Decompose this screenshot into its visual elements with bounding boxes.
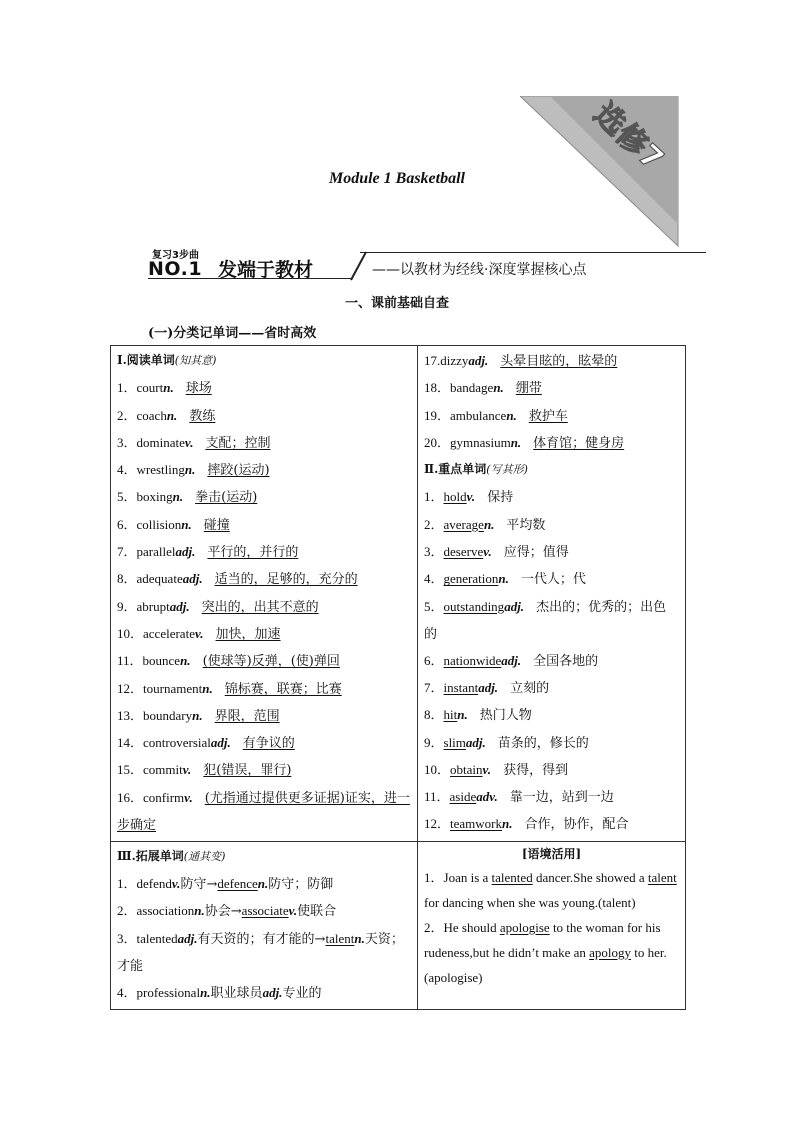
item-meaning: (使球等)反弹，(使)弹回 <box>202 654 340 670</box>
reading-header: Ⅰ.阅读单词(知其意) <box>117 353 217 367</box>
item-pos: adj. <box>175 544 196 560</box>
item-number: 2． <box>117 903 137 919</box>
context-cell <box>418 841 686 1009</box>
item-number: 17. <box>424 353 441 368</box>
reading-words-cell <box>111 346 418 842</box>
item-word: teamwork <box>450 816 502 832</box>
list-item <box>424 647 679 674</box>
item-meaning: 全国各地的 <box>533 653 599 669</box>
item-number: 7． <box>424 679 444 695</box>
item-pos: adv. <box>476 789 498 805</box>
item-number: 5． <box>117 489 137 505</box>
item-meaning: 职业球员 <box>210 985 263 1001</box>
list-item <box>117 511 411 538</box>
item-number: 2． <box>117 407 137 423</box>
item-word: tournament <box>143 680 203 696</box>
item-meaning: 犯(错误，罪行) <box>203 763 292 779</box>
item-number: 3． <box>117 930 137 946</box>
item-meaning: (尤指通过提供更多证据)证实，进一步确定 <box>117 790 410 833</box>
item-number: 16． <box>117 789 144 805</box>
list-item <box>424 538 679 565</box>
item-pos: adj. <box>478 679 499 695</box>
item-number: 19． <box>424 407 451 423</box>
item-word: bounce <box>142 653 181 669</box>
item-pos: v. <box>182 762 192 778</box>
item-pos: v. <box>466 489 476 505</box>
derived-pos: v. <box>288 903 298 919</box>
list-item <box>117 538 411 565</box>
item-number: 12． <box>117 680 144 696</box>
list-item <box>117 647 411 674</box>
item-number: 6． <box>424 652 444 668</box>
derived-meaning: 使联合 <box>297 904 337 920</box>
item-word: wrestling <box>136 462 185 478</box>
item-word: boxing <box>136 489 173 505</box>
derived-word: associate <box>241 903 289 919</box>
item-meaning: 有争议的 <box>242 736 295 752</box>
list-item <box>117 897 411 924</box>
item-number: 9． <box>117 598 137 614</box>
item-number: 10． <box>117 625 144 641</box>
item-number: 11． <box>424 789 450 805</box>
slash-divider <box>348 251 370 281</box>
item-number: 1． <box>117 380 137 396</box>
item-meaning: 杰出的；优秀的；出色的 <box>424 599 667 642</box>
item-word: average <box>443 516 484 532</box>
item-number: 7． <box>117 544 137 560</box>
item-word: dominate <box>136 434 185 450</box>
list-item <box>424 756 679 783</box>
item-meaning: 锦标赛，联赛；比赛 <box>224 681 342 697</box>
item-meaning: 热门人物 <box>479 708 532 724</box>
module-title: Module 1 Basketball <box>328 170 465 187</box>
item-pos: n. <box>200 984 211 1000</box>
item-pos: v. <box>482 761 492 777</box>
vocab-table <box>110 345 686 1010</box>
item-word: parallel <box>136 544 176 560</box>
item-pos: n. <box>180 653 191 669</box>
item-meaning: 头晕目眩的，眩晕的 <box>500 354 618 369</box>
item-word: defend <box>136 876 172 892</box>
list-item <box>424 701 679 728</box>
item-number: 4． <box>424 571 444 587</box>
item-word: obtain <box>450 761 483 777</box>
item-meaning: 协会→ <box>204 904 242 920</box>
list-item <box>117 565 411 592</box>
derived-pos: n. <box>354 930 365 946</box>
derived-meaning: 防守；防御 <box>268 877 334 893</box>
list-item <box>117 620 411 647</box>
item-word: hit <box>443 707 458 723</box>
item-pos: n. <box>192 707 203 723</box>
item-pos: adj. <box>169 598 190 614</box>
item-meaning: 加快，加速 <box>215 626 281 642</box>
item-word: confirm <box>143 789 185 805</box>
list-item <box>424 729 679 756</box>
item-word: professional <box>136 984 201 1000</box>
expand-header: Ⅲ.拓展单词(通其变) <box>117 848 226 863</box>
item-word: association <box>136 903 195 919</box>
item-word: coach <box>136 407 167 423</box>
item-word: nationwide <box>443 652 502 668</box>
item-meaning: 支配；控制 <box>205 435 271 451</box>
item-pos: v. <box>184 434 194 450</box>
item-pos: n. <box>493 380 504 396</box>
item-meaning: 苗条的，修长的 <box>497 735 589 751</box>
item-number: 8． <box>424 707 444 723</box>
item-number: 11． <box>117 653 143 669</box>
context-example-1: 1．Joan is a talented dancer.She showed a talent for dancing when she was young.(talent) <box>424 869 677 910</box>
item-pos: adj. <box>465 734 486 750</box>
item-pos: adj. <box>501 652 522 668</box>
item-meaning: 防守→ <box>180 877 218 893</box>
item-pos: n. <box>502 816 513 832</box>
list-item <box>117 593 411 620</box>
banner-number: NO.1 <box>148 258 203 280</box>
item-number: 2． <box>424 516 444 532</box>
list-item <box>424 783 679 810</box>
item-number: 6． <box>117 516 137 532</box>
context-example-2: 2．He should apologise to the woman for his rudeness,but he didn’t make an apology to her.(apologise) <box>424 919 667 985</box>
derived-meaning: 天资；才能 <box>117 931 404 974</box>
item-meaning: 立刻的 <box>510 680 550 696</box>
item-word: controversial <box>143 735 211 751</box>
item-number: 4． <box>117 462 137 478</box>
item-number: 4． <box>117 984 137 1000</box>
derived-pos: n. <box>257 876 269 892</box>
item-meaning: 突出的，出其不意的 <box>201 599 319 615</box>
reading-and-key-cell <box>418 346 686 842</box>
item-number: 15． <box>117 762 144 778</box>
list-item <box>424 674 679 701</box>
item-word: collision <box>136 516 182 532</box>
item-number: 20． <box>424 434 451 450</box>
item-meaning: 靠一边，站到一边 <box>509 790 614 806</box>
list-item <box>117 374 411 401</box>
item-word: slim <box>443 734 466 750</box>
item-meaning: 体育馆；健身房 <box>533 435 625 451</box>
item-word: dizzy <box>440 353 469 368</box>
banner-source: 发端于教材 <box>218 259 314 281</box>
key-header: Ⅱ.重点单词(写其形) <box>424 462 528 477</box>
sub-heading: (一)分类记单词——省时高效 <box>148 326 317 341</box>
item-pos: adj. <box>468 353 489 368</box>
item-pos: adj. <box>504 598 525 614</box>
item-meaning: 合作，协作，配合 <box>524 817 629 833</box>
list-item <box>424 810 679 837</box>
derived-word: defence <box>217 876 258 892</box>
item-pos: n. <box>483 516 495 532</box>
list-item <box>117 402 411 429</box>
list-item <box>117 756 411 783</box>
item-pos: n. <box>457 707 468 723</box>
list-item <box>424 374 679 401</box>
item-number: 1． <box>424 489 444 505</box>
section-heading: 一、课前基础自查 <box>344 296 449 311</box>
item-meaning: 有天资的；有才能的→ <box>197 931 326 947</box>
context-title: [语境活用] <box>521 846 582 861</box>
item-pos: adj. <box>182 571 203 587</box>
item-pos: v. <box>184 789 193 805</box>
list-item <box>424 593 679 647</box>
item-number: 14． <box>117 735 144 751</box>
item-word: bandage <box>450 380 494 396</box>
banner-steps: 复习3步曲 <box>152 250 199 261</box>
list-item <box>424 511 679 538</box>
list-item <box>424 565 679 592</box>
item-pos: n. <box>194 903 205 919</box>
banner-underline <box>148 278 353 279</box>
list-item <box>117 483 411 510</box>
item-number: 3． <box>117 434 137 450</box>
item-meaning: 平行的，并行的 <box>207 545 299 561</box>
list-item <box>117 702 411 729</box>
item-meaning: 保持 <box>487 490 514 506</box>
item-number: 10． <box>424 761 451 777</box>
item-word: boundary <box>143 707 193 723</box>
list-item <box>424 402 679 429</box>
corner-tag: 选修7 <box>586 96 670 178</box>
expand-words-cell <box>111 841 418 1009</box>
list-item <box>117 784 411 838</box>
item-meaning: 绷带 <box>515 381 542 397</box>
item-word: gymnasium <box>450 434 511 450</box>
item-pos: adj. <box>210 735 231 751</box>
list-item <box>117 870 411 897</box>
item-word: adequate <box>136 571 183 587</box>
item-pos: v. <box>171 876 181 892</box>
item-meaning: 获得，得到 <box>503 762 569 778</box>
item-pos: n. <box>498 571 509 587</box>
item-word: court <box>136 380 164 396</box>
item-pos: n. <box>184 462 196 478</box>
item-meaning: 平均数 <box>506 517 546 533</box>
item-pos: n. <box>166 407 178 423</box>
item-meaning: 拳击(运动) <box>195 490 258 506</box>
item-pos: v. <box>194 625 204 641</box>
list-item <box>424 483 679 510</box>
item-meaning: 一代人；代 <box>520 572 586 588</box>
item-pos: n. <box>163 380 174 396</box>
item-word: hold <box>443 489 467 505</box>
item-word: outstanding <box>443 598 505 614</box>
list-item <box>117 456 411 483</box>
item-meaning: 摔跤(运动) <box>207 463 270 479</box>
item-number: 8． <box>117 571 137 587</box>
item-meaning: 教练 <box>189 408 216 424</box>
item-word: generation <box>443 571 499 587</box>
derived-meaning: 专业的 <box>282 985 322 1001</box>
list-item <box>424 347 679 374</box>
list-item <box>117 729 411 756</box>
item-number: 12． <box>424 816 451 832</box>
item-word: talented <box>136 930 178 946</box>
item-number: 5． <box>424 598 444 614</box>
banner-rule <box>360 252 706 253</box>
item-pos: adj. <box>177 930 198 946</box>
list-item <box>424 429 679 456</box>
list-item <box>117 675 411 702</box>
item-pos: n. <box>172 489 184 505</box>
item-word: aside <box>449 789 477 805</box>
item-meaning: 适当的，足够的，充分的 <box>214 572 358 588</box>
item-meaning: 应得；值得 <box>503 545 569 561</box>
item-word: abrupt <box>136 598 170 614</box>
section-banner <box>148 246 708 280</box>
item-pos: n. <box>181 516 192 532</box>
item-pos: n. <box>202 680 213 696</box>
item-meaning: 碰撞 <box>203 517 230 533</box>
derived-word: talent <box>325 930 355 946</box>
item-word: commit <box>143 762 183 778</box>
item-number: 13． <box>117 707 144 723</box>
item-pos: n. <box>506 407 517 423</box>
item-pos: v. <box>483 544 492 560</box>
item-pos: n. <box>510 434 522 450</box>
item-word: deserve <box>443 544 484 560</box>
item-number: 9． <box>424 734 444 750</box>
item-meaning: 救护车 <box>528 408 568 424</box>
item-word: ambulance <box>450 407 507 423</box>
item-number: 3． <box>424 544 444 560</box>
item-word: instant <box>443 679 479 695</box>
list-item <box>117 925 411 979</box>
banner-motto: ——以教材为经线·深度掌握核心点 <box>372 262 587 278</box>
list-item <box>117 429 411 456</box>
item-number: 18． <box>424 380 451 396</box>
list-item <box>117 979 411 1006</box>
item-meaning: 球场 <box>185 381 212 397</box>
item-meaning: 界限，范围 <box>214 708 280 724</box>
item-number: 1． <box>117 876 137 892</box>
item-word: accelerate <box>143 625 195 641</box>
derived-pos: adj. <box>262 984 283 1000</box>
